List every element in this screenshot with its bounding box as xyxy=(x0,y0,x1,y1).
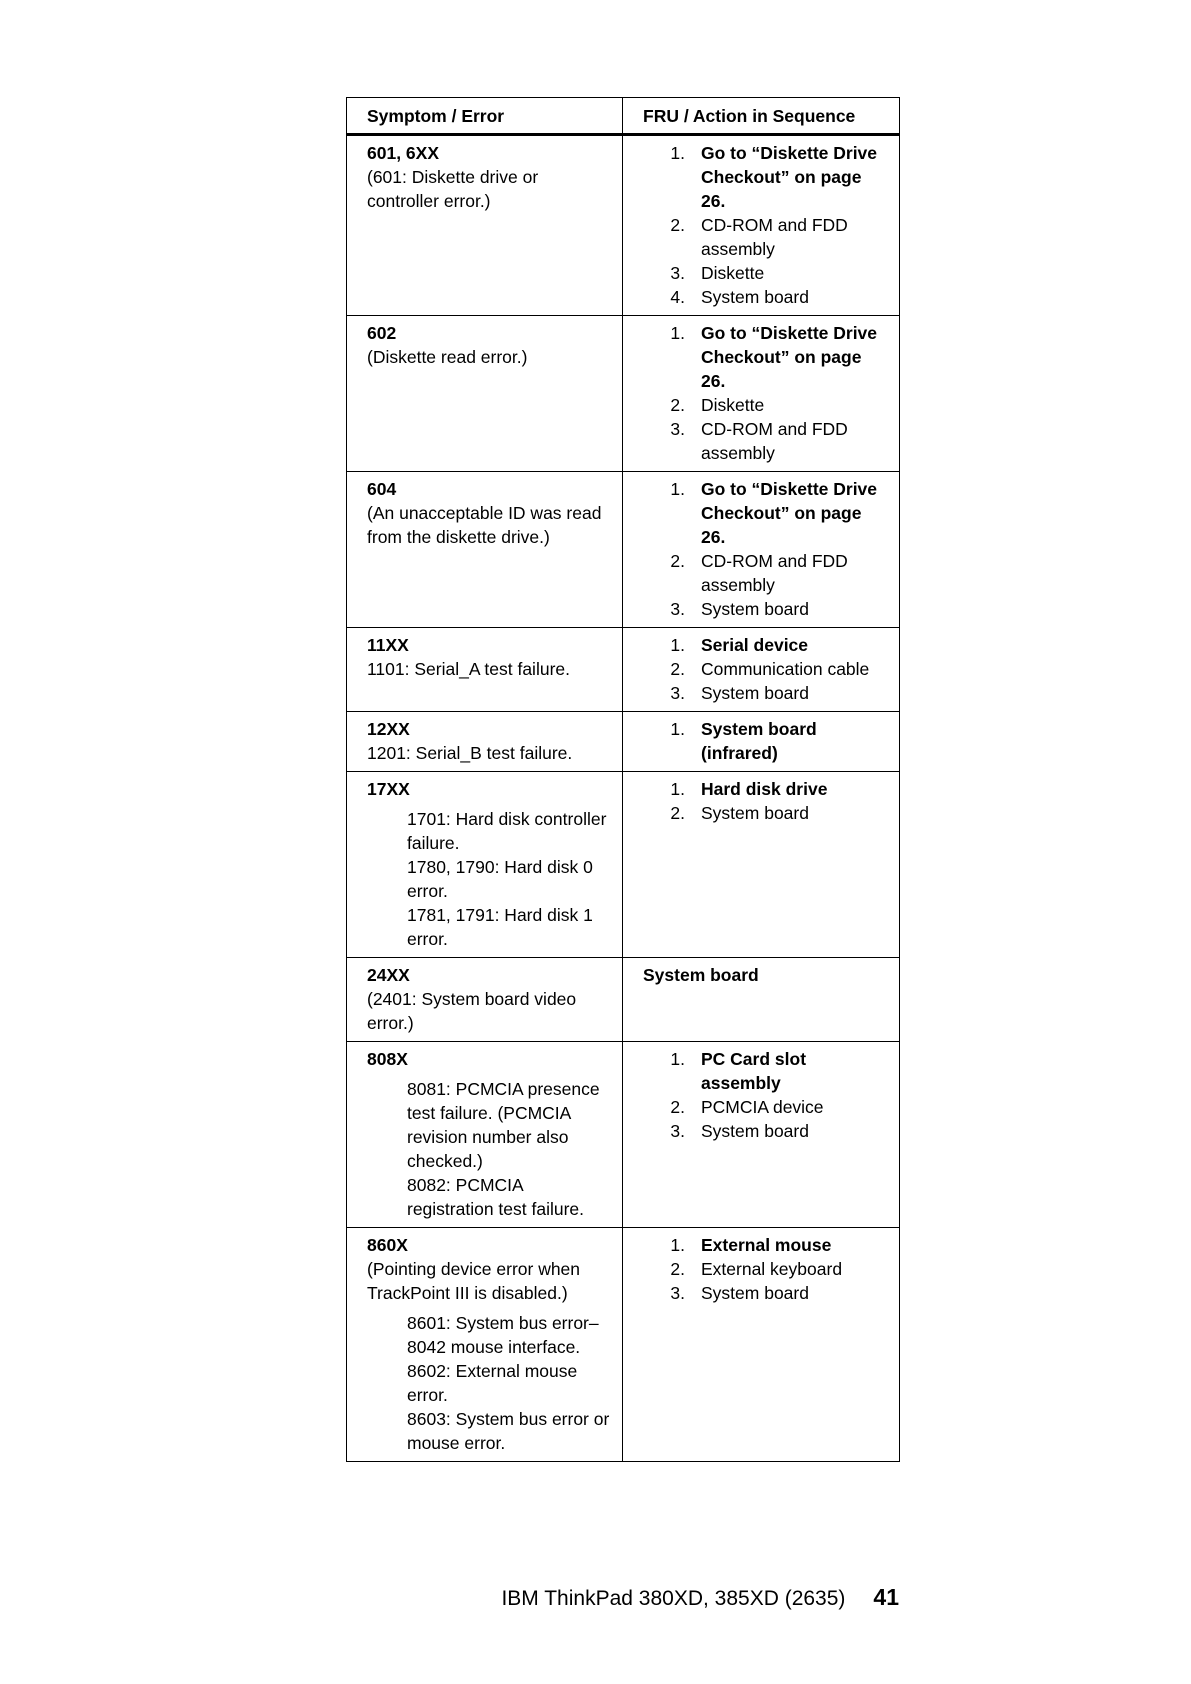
error-description: (601: Diskette drive or controller error.) xyxy=(367,167,539,211)
symptom-cell xyxy=(347,1042,623,1228)
table-row xyxy=(347,628,900,712)
fru-action-cell xyxy=(623,1228,900,1462)
symptom-cell xyxy=(347,135,623,316)
action-text: System board xyxy=(701,803,809,823)
sub-error-item: 8082: PCMCIA registration test failure. xyxy=(407,1175,585,1219)
action-list xyxy=(643,717,889,765)
action-text: System board xyxy=(701,599,809,619)
action-list xyxy=(643,321,889,465)
sub-error-list xyxy=(367,1311,612,1455)
error-code: 601, 6XX xyxy=(367,143,439,163)
action-text: PC Card slot assembly xyxy=(701,1049,807,1093)
sub-error-item: 1781, 1791: Hard disk 1 error. xyxy=(407,905,593,949)
action-text: CD-ROM and FDD assembly xyxy=(701,215,848,259)
table-row xyxy=(347,1228,900,1462)
action-item xyxy=(643,417,889,465)
action-text: CD-ROM and FDD assembly xyxy=(701,551,848,595)
action-item xyxy=(643,1047,889,1095)
sub-error-item: 8602: External mouse error. xyxy=(407,1361,578,1405)
action-item xyxy=(643,1257,889,1281)
symptom-cell xyxy=(347,958,623,1042)
table-row xyxy=(347,712,900,772)
symptom-cell xyxy=(347,772,623,958)
action-list xyxy=(643,633,889,705)
fru-action-cell xyxy=(623,1042,900,1228)
action-number: 2. xyxy=(670,215,685,235)
symptom-cell xyxy=(347,316,623,472)
action-number: 3. xyxy=(670,1283,685,1303)
action-item xyxy=(643,681,889,705)
action-number: 2. xyxy=(670,659,685,679)
action-text: External mouse xyxy=(701,1235,832,1255)
action-item xyxy=(643,777,889,801)
error-code: 24XX xyxy=(367,965,410,985)
error-description: (Pointing device error when TrackPoint III is disabled.) xyxy=(367,1259,581,1303)
action-text: Go to “Diskette Drive Checkout” on page 26. xyxy=(701,323,878,391)
action-number: 3. xyxy=(670,419,685,439)
error-code: 12XX xyxy=(367,719,410,739)
error-code: 602 xyxy=(367,323,397,343)
action-text: Serial device xyxy=(701,635,809,655)
fru-action-cell xyxy=(623,472,900,628)
action-item xyxy=(643,213,889,261)
table-header-row xyxy=(347,98,900,135)
error-code: 860X xyxy=(367,1235,408,1255)
fru-action-cell xyxy=(623,628,900,712)
action-number: 3. xyxy=(670,1121,685,1141)
table-row xyxy=(347,135,900,316)
footer-title: IBM ThinkPad 380XD, 385XD (2635) xyxy=(501,1587,846,1610)
action-item xyxy=(643,285,889,309)
action-item xyxy=(643,801,889,825)
table-row xyxy=(347,472,900,628)
error-description: 1101: Serial_A test failure. xyxy=(367,659,570,679)
action-item xyxy=(643,261,889,285)
action-number: 1. xyxy=(670,719,685,739)
action-number: 1. xyxy=(670,479,685,499)
symptom-cell xyxy=(347,628,623,712)
action-text: System board xyxy=(701,1283,809,1303)
fru-action-cell xyxy=(623,135,900,316)
action-text: Go to “Diskette Drive Checkout” on page 26. xyxy=(701,143,878,211)
action-text: External keyboard xyxy=(701,1259,843,1279)
action-number: 1. xyxy=(670,1049,685,1069)
action-text: System board xyxy=(701,683,809,703)
action-number: 4. xyxy=(670,287,685,307)
action-text: System board xyxy=(643,965,759,985)
fru-action-cell xyxy=(623,958,900,1042)
action-number: 2. xyxy=(670,1259,685,1279)
table-row xyxy=(347,958,900,1042)
action-number: 1. xyxy=(670,143,685,163)
action-item xyxy=(643,393,889,417)
sub-error-item: 1701: Hard disk controller failure. xyxy=(407,809,607,853)
action-item xyxy=(643,321,889,393)
table-row xyxy=(347,316,900,472)
action-item xyxy=(643,633,889,657)
sub-error-item: 8603: System bus error or mouse error. xyxy=(407,1409,610,1453)
sub-error-list xyxy=(367,807,612,951)
action-item xyxy=(643,597,889,621)
action-text: System board xyxy=(701,287,809,307)
action-text: System board (infrared) xyxy=(701,719,817,763)
symptom-cell xyxy=(347,712,623,772)
action-number: 3. xyxy=(670,263,685,283)
action-text: System board xyxy=(701,1121,809,1141)
column-header-symptom: Symptom / Error xyxy=(347,98,623,135)
action-text: Diskette xyxy=(701,263,765,283)
sub-error-item: 1780, 1790: Hard disk 0 error. xyxy=(407,857,593,901)
action-list xyxy=(643,141,889,309)
table-body xyxy=(347,135,900,1462)
action-number: 3. xyxy=(670,683,685,703)
action-number: 1. xyxy=(670,779,685,799)
sub-error-list xyxy=(367,1077,612,1221)
action-item xyxy=(643,657,889,681)
table-row xyxy=(347,772,900,958)
action-item xyxy=(643,1233,889,1257)
error-code: 808X xyxy=(367,1049,408,1069)
action-text: Hard disk drive xyxy=(701,779,828,799)
action-number: 3. xyxy=(670,599,685,619)
error-description: 1201: Serial_B test failure. xyxy=(367,743,573,763)
action-item xyxy=(643,717,889,765)
action-item xyxy=(643,141,889,213)
action-text: Go to “Diskette Drive Checkout” on page 26. xyxy=(701,479,878,547)
action-item xyxy=(643,1119,889,1143)
action-number: 2. xyxy=(670,1097,685,1117)
action-item xyxy=(643,477,889,549)
symptom-cell xyxy=(347,1228,623,1462)
error-code: 17XX xyxy=(367,779,410,799)
action-number: 1. xyxy=(670,323,685,343)
action-item xyxy=(643,1095,889,1119)
action-text: PCMCIA device xyxy=(701,1097,824,1117)
action-number: 1. xyxy=(670,1235,685,1255)
action-item xyxy=(643,549,889,597)
fru-action-cell xyxy=(623,712,900,772)
action-number: 1. xyxy=(670,635,685,655)
fru-action-cell xyxy=(623,316,900,472)
error-code: 604 xyxy=(367,479,397,499)
action-text: Diskette xyxy=(701,395,765,415)
sub-error-item: 8601: System bus error–8042 mouse interface. xyxy=(407,1313,599,1357)
sub-error-item: 8081: PCMCIA presence test failure. (PCMCIA revision number also checked.) xyxy=(407,1079,600,1171)
error-description: (2401: System board video error.) xyxy=(367,989,577,1033)
action-number: 2. xyxy=(670,803,685,823)
page-number: 41 xyxy=(873,1584,899,1610)
action-list xyxy=(643,1047,889,1143)
action-list xyxy=(643,777,889,825)
error-code: 11XX xyxy=(367,635,409,655)
column-header-fru: FRU / Action in Sequence xyxy=(623,98,900,135)
action-number: 2. xyxy=(670,551,685,571)
action-list xyxy=(643,1233,889,1305)
action-text: Communication cable xyxy=(701,659,870,679)
page-footer xyxy=(501,1584,899,1611)
symptom-cell xyxy=(347,472,623,628)
error-description: (Diskette read error.) xyxy=(367,347,528,367)
fru-action-cell xyxy=(623,772,900,958)
symptom-fru-table xyxy=(346,97,900,1462)
action-item xyxy=(643,1281,889,1305)
table-row xyxy=(347,1042,900,1228)
action-number: 2. xyxy=(670,395,685,415)
action-list xyxy=(643,477,889,621)
error-description: (An unacceptable ID was read from the diskette drive.) xyxy=(367,503,602,547)
action-text: CD-ROM and FDD assembly xyxy=(701,419,848,463)
